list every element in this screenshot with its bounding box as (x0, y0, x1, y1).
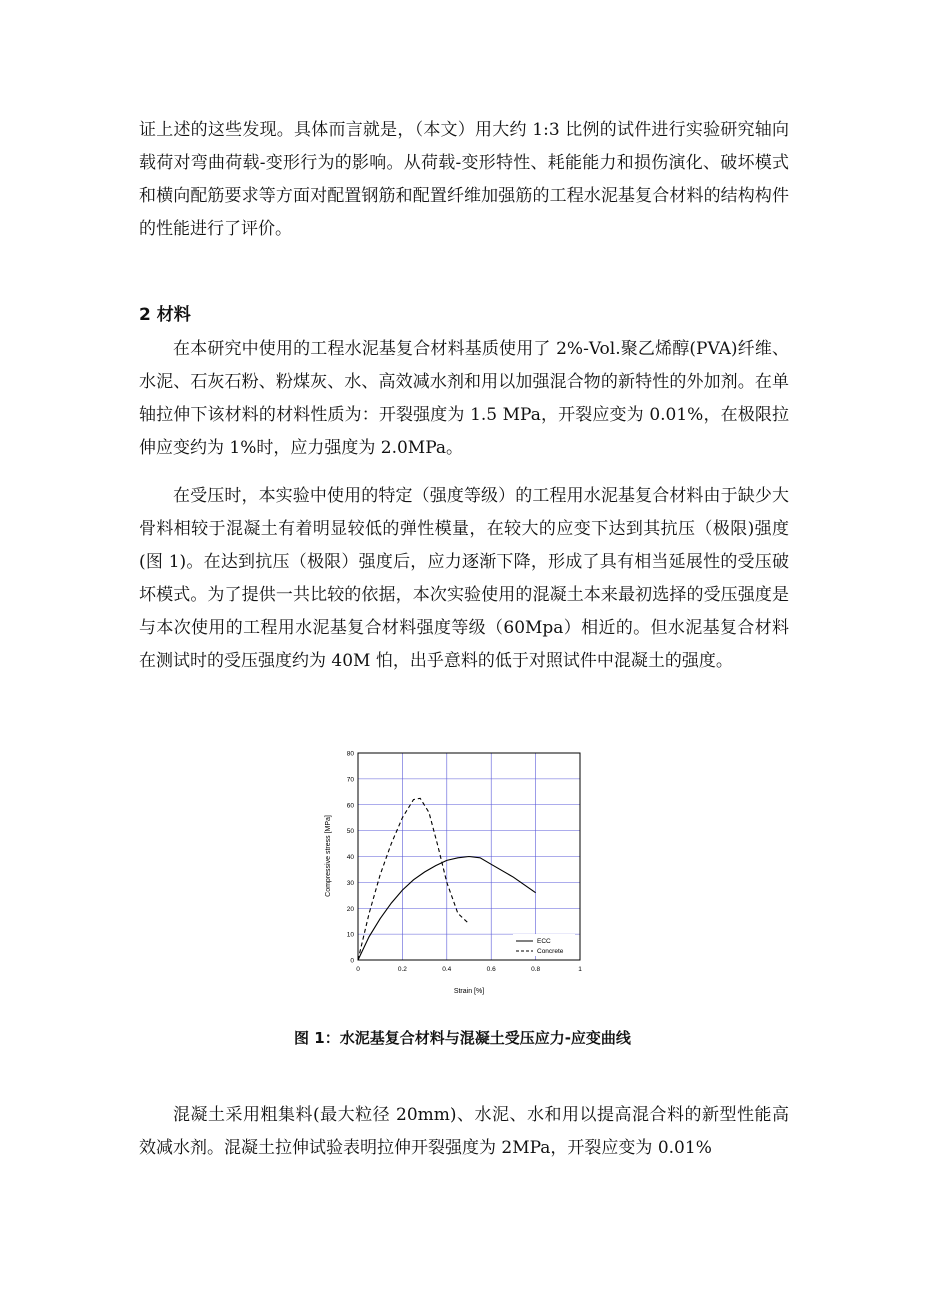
y-tick-label: 0 (350, 957, 354, 965)
x-tick-label: 0 (356, 966, 360, 973)
materials-paragraph-1: 在本研究中使用的工程水泥基复合材料基质使用了 2%-Vol.聚乙烯醇(PVA)纤维、水泥、石灰石粉、粉煤灰、水、高效减水剂和用以加强混合物的新特性的外加剂。在单轴拉伸下该材料的材料性质为：开裂强度为 1.5 MPa，开裂应变为 0.01%，在极限拉伸应变约为 1%时，应力强度为 2.0MPa。 (139, 339, 789, 458)
y-tick-label: 70 (346, 776, 354, 784)
x-tick-label: 0.4 (442, 966, 452, 973)
section-heading-materials: 2 材料 (139, 305, 191, 325)
y-tick-label: 10 (346, 931, 354, 939)
intro-paragraph: 证上述的这些发现。具体而言就是，（本文）用大约 1:3 比例的试件进行实验研究轴向载荷对弯曲荷载-变形行为的影响。从荷载-变形特性、耗能能力和损伤演化、破坏模式和横向配筋要求等方面对配置钢筋和配置纤维加强筋的工程水泥基复合材料的结构构件的性能进行了评价。 (139, 120, 789, 239)
legend-label-concrete: Concrete (537, 948, 564, 955)
y-tick-label: 40 (346, 854, 354, 861)
legend-label-ecc: ECC (537, 938, 551, 945)
stress-strain-figure (310, 743, 610, 1005)
chart-legend (513, 934, 575, 956)
concrete-paragraph: 混凝土采用粗集料(最大粒径 20mm)、水泥、水和用以提高混合料的新型性能高效减水剂。混凝土拉伸试验表明拉伸开裂强度为 2MPa，开裂应变为 0.01% (139, 1105, 789, 1158)
x-tick-label: 1 (578, 966, 582, 973)
x-tick-label: 0.2 (397, 966, 407, 973)
materials-paragraph-2: 在受压时，本实验中使用的特定（强度等级）的工程用水泥基复合材料由于缺少大骨料相较于混凝土有着明显较低的弹性模量，在较大的应变下达到其抗压（极限)强度(图 1)。在达到抗压（极限）强度后，应力逐渐下降，形成了具有相当延展性的受压破坏模式。为了提供一共比较的依据，本次实验使用的混凝土本来最初选择的受压强度是与本次使用的工程用水泥基复合材料强度等级（60Mpa）相近的。但水泥基复合材料在测试时的受压强度约为 40M 怕，出乎意料的低于对照试件中混凝土的强度。 (139, 486, 789, 671)
x-tick-label: 0.8 (531, 966, 541, 973)
y-tick-label: 80 (346, 750, 354, 758)
y-axis-label: Compressive stress [MPa] (325, 815, 332, 897)
x-axis-label: Strain [%] (453, 988, 485, 995)
y-tick-label: 50 (346, 828, 354, 836)
figure-caption: 图 1：水泥基复合材料与混凝土受压应力-应变曲线 (294, 1029, 631, 1047)
y-tick-label: 20 (346, 905, 354, 913)
y-tick-label: 30 (346, 879, 354, 887)
stress-strain-chart (310, 743, 610, 1005)
y-tick-label: 60 (346, 802, 354, 810)
x-tick-label: 0.6 (486, 966, 496, 973)
